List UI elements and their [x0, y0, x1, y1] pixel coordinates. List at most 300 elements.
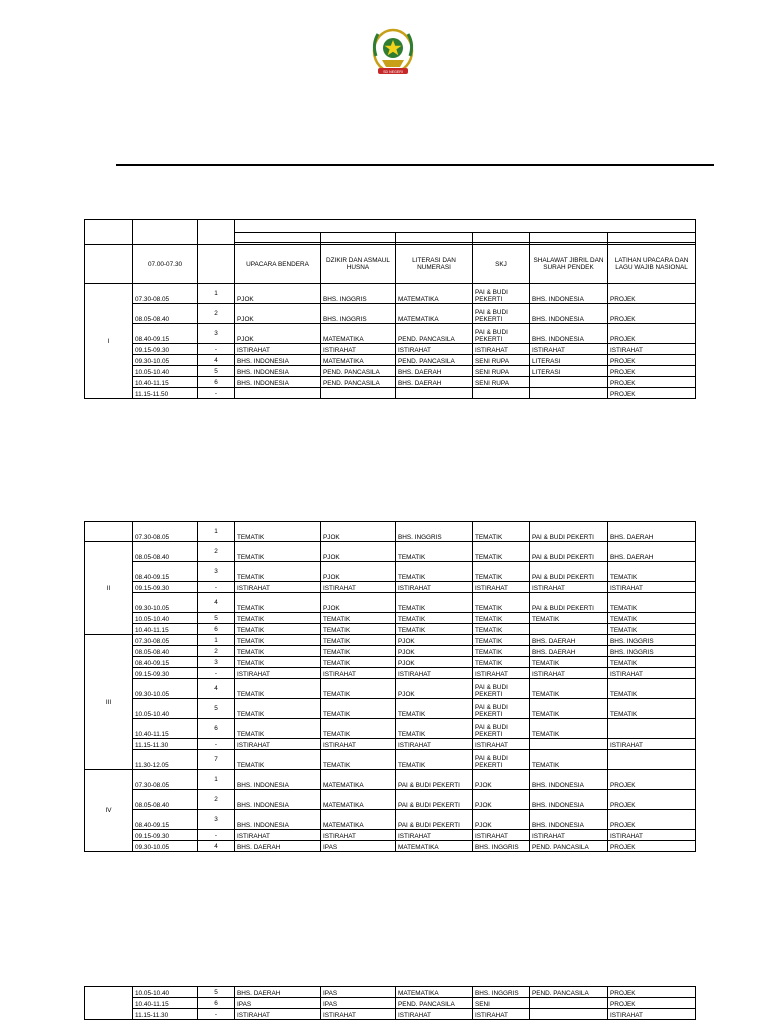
lesson-number-cell: 2	[198, 790, 235, 810]
subject-cell	[530, 998, 608, 1009]
opening-activity: LATIHAN UPACARA DAN LAGU WAJIB NASIONAL	[608, 245, 696, 284]
opening-activity: DZIKIR DAN ASMAUL HUSNA	[321, 245, 396, 284]
subject-cell: TEMATIK	[473, 624, 530, 635]
lesson-number-cell: 6	[198, 377, 235, 388]
subject-cell: MATEMATIKA	[396, 284, 473, 304]
lesson-number-cell: 6	[198, 998, 235, 1009]
subject-cell: PAI & BUDI PEKERTI	[396, 770, 473, 790]
subject-cell: ISTIRAHAT	[473, 582, 530, 593]
subject-cell: MATEMATIKA	[396, 304, 473, 324]
header-jp-cell	[198, 220, 235, 245]
subject-cell: PROJEK	[608, 366, 696, 377]
subject-cell: TEMATIK	[321, 657, 396, 668]
subject-cell: ISTIRAHAT	[608, 344, 696, 355]
time-cell: 10.40-11.15	[133, 624, 198, 635]
subject-cell: PAI & BUDI PEKERTI	[473, 750, 530, 770]
subject-cell: PAI & BUDI PEKERTI	[473, 284, 530, 304]
subject-cell: BHS. INDONESIA	[530, 304, 608, 324]
subject-cell: BHS. DAERAH	[396, 366, 473, 377]
subject-cell	[530, 1009, 608, 1020]
schedule-row	[85, 355, 696, 366]
subject-cell: PROJEK	[608, 284, 696, 304]
subject-cell	[530, 739, 608, 750]
subject-cell: PJOK	[396, 679, 473, 699]
subject-cell: ISTIRAHAT	[321, 1009, 396, 1020]
subject-cell: BHS. INGGRIS	[473, 987, 530, 998]
subject-cell: TEMATIK	[396, 562, 473, 582]
time-cell: 10.05-10.40	[133, 366, 198, 377]
time-cell: 09.30-10.05	[133, 679, 198, 699]
schedule-row	[85, 987, 696, 998]
subject-cell: TEMATIK	[608, 657, 696, 668]
subject-cell: TEMATIK	[530, 613, 608, 624]
subject-cell: ISTIRAHAT	[321, 830, 396, 841]
header-day-cell	[396, 233, 473, 243]
lesson-number-cell: -	[198, 830, 235, 841]
lesson-number-cell: 1	[198, 284, 235, 304]
lesson-number-cell: 2	[198, 542, 235, 562]
lesson-number-cell: -	[198, 739, 235, 750]
lesson-number-cell: 3	[198, 324, 235, 344]
subject-cell: ISTIRAHAT	[235, 668, 321, 679]
lesson-number-cell: -	[198, 1009, 235, 1020]
subject-cell: TEMATIK	[321, 646, 396, 657]
subject-cell: BHS. INDONESIA	[235, 366, 321, 377]
subject-cell: PJOK	[321, 593, 396, 613]
subject-cell: TEMATIK	[321, 613, 396, 624]
subject-cell: PJOK	[396, 657, 473, 668]
lesson-number-cell: 1	[198, 522, 235, 542]
schedule-row	[85, 699, 696, 719]
subject-cell: ISTIRAHAT	[321, 344, 396, 355]
school-logo	[366, 26, 420, 80]
lesson-number-cell: 1	[198, 635, 235, 646]
subject-cell: ISTIRAHAT	[473, 1009, 530, 1020]
subject-cell: PAI & BUDI PEKERTI	[530, 522, 608, 542]
subject-cell	[396, 388, 473, 399]
lesson-number-cell: 2	[198, 304, 235, 324]
time-cell: 08.40-09.15	[133, 562, 198, 582]
subject-cell: ISTIRAHAT	[235, 344, 321, 355]
header-divider	[116, 164, 714, 166]
subject-cell: PAI & BUDI PEKERTI	[530, 562, 608, 582]
schedule-row	[85, 593, 696, 613]
time-cell: 09.15-09.30	[133, 344, 198, 355]
header-day-cell	[473, 233, 530, 243]
subject-cell: TEMATIK	[321, 679, 396, 699]
schedule-row	[85, 1009, 696, 1020]
subject-cell: PJOK	[473, 810, 530, 830]
time-cell: 10.40-11.15	[133, 719, 198, 739]
header-day-cell	[321, 233, 396, 243]
subject-cell: BHS. INDONESIA	[235, 790, 321, 810]
schedule-row	[85, 739, 696, 750]
jp-cell	[198, 245, 235, 284]
subject-cell: BHS. INDONESIA	[530, 810, 608, 830]
subject-cell: MATEMATIKA	[321, 790, 396, 810]
header-day-cell	[530, 233, 608, 243]
time-cell: 07.30-08.05	[133, 522, 198, 542]
subject-cell: PAI & BUDI PEKERTI	[396, 790, 473, 810]
subject-cell: ISTIRAHAT	[396, 830, 473, 841]
subject-cell: TEMATIK	[473, 635, 530, 646]
header-day-cell	[608, 233, 696, 243]
schedule-row	[85, 998, 696, 1009]
subject-cell: TEMATIK	[473, 613, 530, 624]
subject-cell: BHS. INDONESIA	[530, 770, 608, 790]
subject-cell: TEMATIK	[473, 593, 530, 613]
schedule-row	[85, 304, 696, 324]
lesson-number-cell: 5	[198, 613, 235, 624]
subject-cell	[530, 388, 608, 399]
time-cell: 09.15-09.30	[133, 582, 198, 593]
subject-cell: PROJEK	[608, 790, 696, 810]
time-cell: 11.15-11.50	[133, 388, 198, 399]
subject-cell: TEMATIK	[235, 679, 321, 699]
class-label-cell: IV	[85, 770, 133, 852]
subject-cell: TEMATIK	[396, 613, 473, 624]
schedule-table-class-1	[84, 219, 696, 399]
subject-cell: PROJEK	[608, 355, 696, 366]
subject-cell: TEMATIK	[608, 593, 696, 613]
subject-cell: PAI & BUDI PEKERTI	[473, 324, 530, 344]
subject-cell: PROJEK	[608, 810, 696, 830]
subject-cell: PAI & BUDI PEKERTI	[396, 810, 473, 830]
subject-cell: TEMATIK	[396, 699, 473, 719]
schedule-row	[85, 522, 696, 542]
subject-cell: ISTIRAHAT	[473, 739, 530, 750]
subject-cell: BHS. DAERAH	[396, 377, 473, 388]
schedule-row	[85, 790, 696, 810]
subject-cell: TEMATIK	[235, 719, 321, 739]
subject-cell: MATEMATIKA	[396, 841, 473, 852]
schedule-row	[85, 841, 696, 852]
subject-cell: TEMATIK	[608, 562, 696, 582]
subject-cell: ISTIRAHAT	[530, 830, 608, 841]
subject-cell: PJOK	[235, 324, 321, 344]
schedule-row	[85, 770, 696, 790]
lesson-number-cell: 5	[198, 366, 235, 377]
schedule-row	[85, 582, 696, 593]
subject-cell: PROJEK	[608, 987, 696, 998]
subject-cell: PEND. PANCASILA	[396, 355, 473, 366]
subject-cell	[473, 388, 530, 399]
subject-cell: ISTIRAHAT	[396, 1009, 473, 1020]
subject-cell: TEMATIK	[235, 542, 321, 562]
subject-cell: SENI RUPA	[473, 366, 530, 377]
time-cell: 07.30-08.05	[133, 770, 198, 790]
time-cell: 08.40-09.15	[133, 657, 198, 668]
subject-cell: TEMATIK	[530, 699, 608, 719]
time-cell: 09.30-10.05	[133, 593, 198, 613]
subject-cell: TEMATIK	[530, 719, 608, 739]
subject-cell: ISTIRAHAT	[235, 739, 321, 750]
subject-cell: TEMATIK	[321, 750, 396, 770]
class-label-cell: II	[85, 542, 133, 635]
class-label-cell: III	[85, 635, 133, 770]
subject-cell: PAI & BUDI PEKERTI	[530, 542, 608, 562]
subject-cell: TEMATIK	[235, 699, 321, 719]
schedule-row	[85, 324, 696, 344]
subject-cell: TEMATIK	[473, 657, 530, 668]
time-cell: 08.40-09.15	[133, 810, 198, 830]
time-cell: 10.40-11.15	[133, 377, 198, 388]
opening-activity: SKJ	[473, 245, 530, 284]
schedule-row	[85, 719, 696, 739]
time-cell: 08.05-08.40	[133, 542, 198, 562]
subject-cell: PROJEK	[608, 841, 696, 852]
lesson-number-cell: 1	[198, 770, 235, 790]
subject-cell: ISTIRAHAT	[396, 739, 473, 750]
subject-cell: PROJEK	[608, 770, 696, 790]
subject-cell: BHS. DAERAH	[530, 646, 608, 657]
subject-cell: MATEMATIKA	[321, 810, 396, 830]
subject-cell: BHS. INDONESIA	[235, 377, 321, 388]
subject-cell: ISTIRAHAT	[235, 582, 321, 593]
subject-cell: TEMATIK	[235, 522, 321, 542]
subject-cell: ISTIRAHAT	[530, 668, 608, 679]
subject-cell: PROJEK	[608, 324, 696, 344]
subject-cell: PEND. PANCASILA	[396, 324, 473, 344]
schedule-row	[85, 366, 696, 377]
subject-cell	[608, 750, 696, 770]
subject-cell: IPAS	[321, 841, 396, 852]
subject-cell: PJOK	[321, 542, 396, 562]
subject-cell: PAI & BUDI PEKERTI	[473, 679, 530, 699]
lesson-number-cell: -	[198, 582, 235, 593]
subject-cell	[530, 624, 608, 635]
subject-cell: BHS. INDONESIA	[235, 770, 321, 790]
schedule-row	[85, 284, 696, 304]
subject-cell: PROJEK	[608, 388, 696, 399]
subject-cell: TEMATIK	[473, 562, 530, 582]
subject-cell	[321, 388, 396, 399]
subject-cell: SENI RUPA	[473, 355, 530, 366]
time-cell: 07.00-07.30	[133, 245, 198, 284]
schedule-table-classes-2-4	[84, 521, 696, 852]
lesson-number-cell: 2	[198, 646, 235, 657]
subject-cell	[235, 388, 321, 399]
schedule-row	[85, 562, 696, 582]
subject-cell: IPAS	[235, 998, 321, 1009]
subject-cell: BHS. INDONESIA	[530, 284, 608, 304]
subject-cell: TEMATIK	[235, 613, 321, 624]
subject-cell: TEMATIK	[608, 699, 696, 719]
lesson-number-cell: 3	[198, 657, 235, 668]
time-cell: 07.30-08.05	[133, 635, 198, 646]
lesson-number-cell: 6	[198, 624, 235, 635]
subject-cell: PEND. PANCASILA	[321, 377, 396, 388]
subject-cell: TEMATIK	[608, 679, 696, 699]
subject-cell: ISTIRAHAT	[396, 668, 473, 679]
subject-cell: LITERASI	[530, 355, 608, 366]
subject-cell: TEMATIK	[321, 719, 396, 739]
subject-cell: ISTIRAHAT	[321, 582, 396, 593]
subject-cell: BHS. INGGRIS	[321, 284, 396, 304]
subject-cell: TEMATIK	[396, 624, 473, 635]
lesson-number-cell: 6	[198, 719, 235, 739]
subject-cell: ISTIRAHAT	[321, 668, 396, 679]
subject-cell	[608, 719, 696, 739]
schedule-row	[85, 624, 696, 635]
subject-cell	[530, 377, 608, 388]
subject-cell: BHS. INGGRIS	[608, 646, 696, 657]
subject-cell: TEMATIK	[321, 635, 396, 646]
subject-cell: TEMATIK	[235, 646, 321, 657]
subject-cell: PJOK	[235, 284, 321, 304]
subject-cell: PEND. PANCASILA	[396, 998, 473, 1009]
schedule-row	[85, 388, 696, 399]
schedule-row	[85, 542, 696, 562]
lesson-number-cell: 4	[198, 679, 235, 699]
lesson-number-cell: 4	[198, 593, 235, 613]
schedule-row	[85, 750, 696, 770]
subject-cell: ISTIRAHAT	[608, 830, 696, 841]
subject-cell: BHS. DAERAH	[608, 522, 696, 542]
opening-activity: LITERASI DAN NUMERASI	[396, 245, 473, 284]
class-label-cell	[85, 522, 133, 542]
subject-cell: PJOK	[396, 635, 473, 646]
lesson-number-cell: 4	[198, 355, 235, 366]
lesson-number-cell: 3	[198, 810, 235, 830]
time-cell: 08.05-08.40	[133, 646, 198, 657]
schedule-row	[85, 830, 696, 841]
time-cell: 08.40-09.15	[133, 324, 198, 344]
subject-cell: ISTIRAHAT	[235, 1009, 321, 1020]
subject-cell: PAI & BUDI PEKERTI	[473, 719, 530, 739]
subject-cell: BHS. INDONESIA	[235, 355, 321, 366]
subject-cell: TEMATIK	[235, 593, 321, 613]
subject-cell: PROJEK	[608, 998, 696, 1009]
subject-cell: MATEMATIKA	[321, 770, 396, 790]
subject-cell: TEMATIK	[321, 624, 396, 635]
time-cell: 09.15-09.30	[133, 668, 198, 679]
subject-cell: TEMATIK	[530, 750, 608, 770]
class-label-cell: I	[85, 284, 133, 399]
subject-cell: PJOK	[396, 646, 473, 657]
subject-cell: BHS. INGGRIS	[473, 841, 530, 852]
subject-cell: TEMATIK	[473, 646, 530, 657]
lesson-number-cell: 7	[198, 750, 235, 770]
subject-cell: ISTIRAHAT	[608, 582, 696, 593]
time-cell: 09.15-09.30	[133, 830, 198, 841]
subject-cell: PROJEK	[608, 377, 696, 388]
subject-cell: PEND. PANCASILA	[321, 366, 396, 377]
subject-cell: BHS. DAERAH	[530, 635, 608, 646]
subject-cell: BHS. INDONESIA	[530, 790, 608, 810]
subject-cell: MATEMATIKA	[396, 987, 473, 998]
subject-cell: BHS. DAERAH	[608, 542, 696, 562]
time-cell: 11.30-12.05	[133, 750, 198, 770]
schedule-row	[85, 344, 696, 355]
subject-cell: TEMATIK	[530, 679, 608, 699]
time-cell: 09.30-10.05	[133, 355, 198, 366]
lesson-number-cell: -	[198, 344, 235, 355]
subject-cell: TEMATIK	[396, 593, 473, 613]
subject-cell: TEMATIK	[396, 719, 473, 739]
subject-cell: PROJEK	[608, 304, 696, 324]
subject-cell: ISTIRAHAT	[473, 344, 530, 355]
subject-cell: PEND. PANCASILA	[530, 987, 608, 998]
subject-cell: SENI	[473, 998, 530, 1009]
time-cell: 09.30-10.05	[133, 841, 198, 852]
subject-cell: BHS. INGGRIS	[396, 522, 473, 542]
time-cell: 08.05-08.40	[133, 790, 198, 810]
subject-cell: BHS. INDONESIA	[530, 324, 608, 344]
subject-cell: BHS. INGGRIS	[608, 635, 696, 646]
time-cell: 07.30-08.05	[133, 284, 198, 304]
subject-cell: TEMATIK	[608, 613, 696, 624]
lesson-number-cell: 3	[198, 562, 235, 582]
schedule-row	[85, 679, 696, 699]
header-days-cell	[235, 220, 696, 233]
subject-cell: TEMATIK	[235, 562, 321, 582]
subject-cell: ISTIRAHAT	[608, 668, 696, 679]
header-day-cell	[235, 233, 321, 243]
subject-cell: PEND. PANCASILA	[530, 841, 608, 852]
time-cell: 10.05-10.40	[133, 987, 198, 998]
subject-cell: ISTIRAHAT	[321, 739, 396, 750]
schedule-table-continuation	[84, 986, 696, 1020]
lesson-number-cell: -	[198, 388, 235, 399]
subject-cell: BHS. INGGRIS	[321, 304, 396, 324]
subject-cell: TEMATIK	[396, 750, 473, 770]
subject-cell: TEMATIK	[235, 635, 321, 646]
subject-cell: TEMATIK	[473, 522, 530, 542]
subject-cell: BHS. DAERAH	[235, 841, 321, 852]
subject-cell: TEMATIK	[235, 657, 321, 668]
subject-cell: ISTIRAHAT	[396, 344, 473, 355]
lesson-number-cell: 5	[198, 699, 235, 719]
opening-activity: SHALAWAT JIBRIL DAN SURAH PENDEK	[530, 245, 608, 284]
time-cell: 10.05-10.40	[133, 699, 198, 719]
schedule-row	[85, 657, 696, 668]
subject-cell: PAI & BUDI PEKERTI	[473, 304, 530, 324]
subject-cell: ISTIRAHAT	[608, 1009, 696, 1020]
time-cell: 08.05-08.40	[133, 304, 198, 324]
logo-caption: SD NEGERI	[383, 69, 403, 74]
subject-cell: PJOK	[321, 562, 396, 582]
subject-cell: TEMATIK	[235, 750, 321, 770]
subject-cell: ISTIRAHAT	[608, 739, 696, 750]
header-time-cell	[133, 220, 198, 245]
class-label-cell	[85, 987, 133, 1020]
time-cell: 11.15-11.30	[133, 1009, 198, 1020]
subject-cell: LITERASI	[530, 366, 608, 377]
subject-cell: PAI & BUDI PEKERTI	[473, 699, 530, 719]
subject-cell: SENI RUPA	[473, 377, 530, 388]
subject-cell: TEMATIK	[396, 542, 473, 562]
subject-cell: IPAS	[321, 998, 396, 1009]
subject-cell: ISTIRAHAT	[235, 830, 321, 841]
schedule-row	[85, 635, 696, 646]
subject-cell: PJOK	[473, 770, 530, 790]
subject-cell: BHS. DAERAH	[235, 987, 321, 998]
subject-cell: TEMATIK	[530, 657, 608, 668]
subject-cell: PJOK	[235, 304, 321, 324]
opening-activity: UPACARA BENDERA	[235, 245, 321, 284]
subject-cell: TEMATIK	[321, 699, 396, 719]
subject-cell: ISTIRAHAT	[396, 582, 473, 593]
subject-cell: BHS. INDONESIA	[235, 810, 321, 830]
time-cell: 11.15-11.30	[133, 739, 198, 750]
subject-cell: TEMATIK	[608, 624, 696, 635]
subject-cell: IPAS	[321, 987, 396, 998]
school-emblem-icon	[366, 26, 420, 80]
subject-cell: ISTIRAHAT	[530, 344, 608, 355]
subject-cell: ISTIRAHAT	[473, 668, 530, 679]
subject-cell: PJOK	[473, 790, 530, 810]
